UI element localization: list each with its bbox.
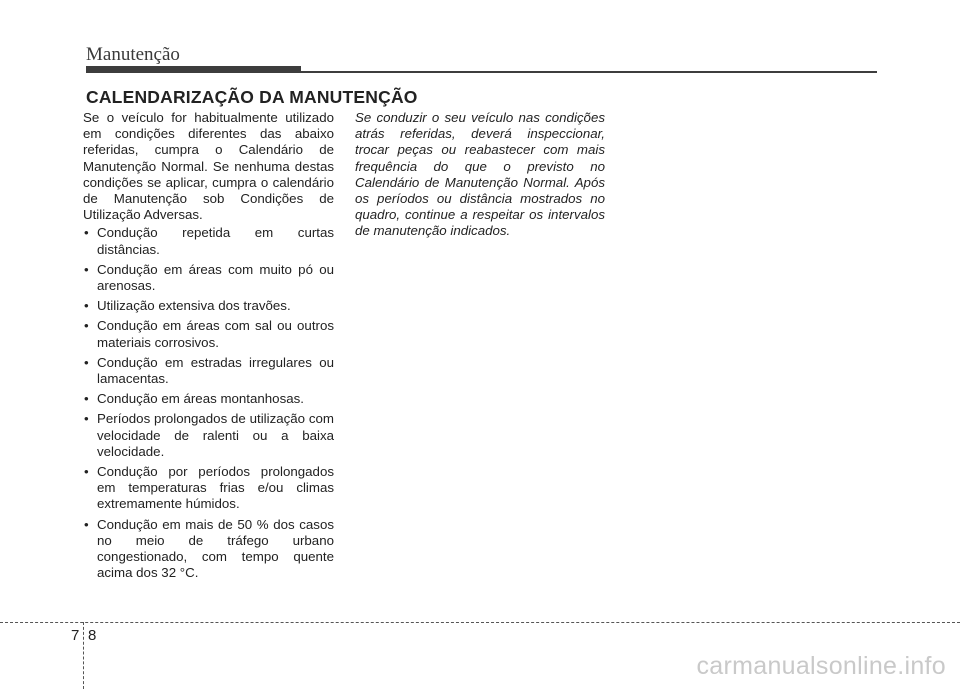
footer-divider xyxy=(83,622,84,689)
page-number: 8 xyxy=(88,627,97,644)
right-column xyxy=(355,110,605,240)
chapter-title: Manutenção xyxy=(86,44,180,65)
list-item xyxy=(83,225,334,257)
section-heading: CALENDARIZAÇÃO DA MANUTENÇÃO xyxy=(86,87,418,107)
left-column xyxy=(83,110,334,585)
list-item-text: Condução por períodos prolongados em temperaturas frias e/ou climas extremamente húmidos. xyxy=(97,464,334,512)
list-item-text: Condução em mais de 50 % dos casos no meio de tráfego urbano congestionado, com tempo quente acima dos 32 °C. xyxy=(97,516,334,581)
bullet-icon: • xyxy=(84,464,89,480)
list-item xyxy=(83,517,334,582)
list-item-text: Condução em estradas irregulares ou lamacentas. xyxy=(97,354,334,387)
conditions-list xyxy=(83,225,334,581)
list-item-text: Condução em áreas montanhosas. xyxy=(97,391,304,407)
list-item xyxy=(83,262,334,294)
bullet-icon: • xyxy=(84,318,89,334)
bullet-icon: • xyxy=(84,411,89,427)
list-item xyxy=(83,298,334,314)
header-rule-thick xyxy=(86,66,301,73)
footer-rule xyxy=(0,622,960,623)
list-item-text: Períodos prolongados de utilização com velocidade de ralenti ou a baixa velocidade. xyxy=(97,411,334,459)
list-item xyxy=(83,391,334,407)
list-item xyxy=(83,464,334,513)
intro-paragraph: Se o veículo for habitualmente utilizado em condições diferentes das abaixo referidas, cumpra o Calendário de Manutenção Normal. Se nenhuma destas condições se aplicar, cumpra o calendário de Manutenção sob Condições de Utilização Adversas. xyxy=(83,110,334,223)
page-chapter-number: 7 xyxy=(71,627,80,644)
list-item-text: Condução em áreas com muito pó ou arenosas. xyxy=(97,261,334,294)
bullet-icon: • xyxy=(84,225,89,241)
bullet-icon: • xyxy=(84,298,89,314)
bullet-icon: • xyxy=(84,261,89,277)
header-rule-thin xyxy=(301,71,877,73)
list-item-text: Utilização extensiva dos travões. xyxy=(97,298,291,314)
list-item-text: Condução em áreas com sal ou outros materiais corrosivos. xyxy=(97,318,334,350)
bullet-icon: • xyxy=(84,391,89,407)
list-item-text: Condução repetida em curtas distâncias. xyxy=(97,225,334,257)
bullet-icon: • xyxy=(84,516,89,532)
watermark: carmanualsonline.info xyxy=(696,652,946,680)
list-item xyxy=(83,355,334,387)
note-paragraph: Se conduzir o seu veículo nas condições atrás referidas, deverá inspeccionar, trocar peças ou reabastecer com mais frequência do que o previsto no Calendário de Manutenção Normal. Após os períodos ou distância mostrados no quadro, continue a respeitar os intervalos de manutenção indicados. xyxy=(355,110,605,239)
list-item xyxy=(83,411,334,460)
list-item xyxy=(83,318,334,350)
bullet-icon: • xyxy=(84,354,89,370)
